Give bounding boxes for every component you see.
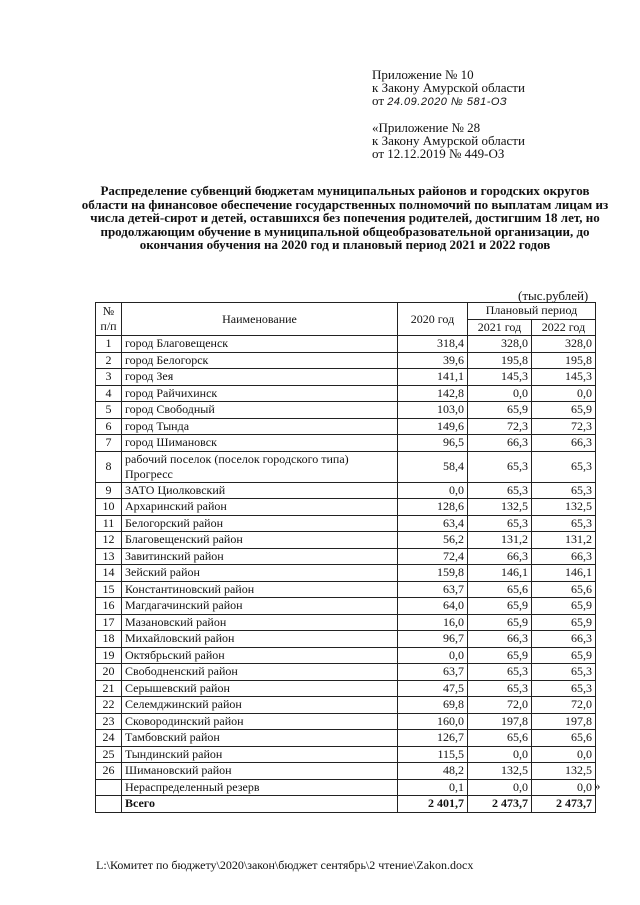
table-row [96, 548, 596, 565]
continuation-mark: » [594, 778, 601, 793]
row-2020: 96,7 [398, 631, 468, 648]
row-2022: 132,5 [532, 499, 596, 516]
row-name: Михайловский район [122, 631, 398, 648]
row-2021: 0,0 [468, 385, 532, 402]
appendix-28-law: к Закону Амурской области [372, 133, 525, 148]
row-number: 2 [96, 352, 122, 369]
row-number: 1 [96, 336, 122, 353]
row-name: город Тында [122, 418, 398, 435]
table-row [96, 631, 596, 648]
row-name: Завитинский район [122, 548, 398, 565]
row-2020: 72,4 [398, 548, 468, 565]
row-name: Нераспределенный резерв [122, 779, 398, 796]
row-2022: 66,3 [532, 548, 596, 565]
row-2021: 145,3 [468, 369, 532, 386]
row-name: Свободненский район [122, 664, 398, 681]
row-2022: 66,3 [532, 435, 596, 452]
row-number: 4 [96, 385, 122, 402]
table-row [96, 763, 596, 780]
row-number: 5 [96, 402, 122, 419]
row-name: Мазановский район [122, 614, 398, 631]
table-row [96, 565, 596, 582]
table-body [96, 336, 596, 796]
table-row [96, 418, 596, 435]
row-2020: 96,5 [398, 435, 468, 452]
handwritten-date: 24.09.2020 № 581-ОЗ [387, 96, 508, 108]
row-2020: 103,0 [398, 402, 468, 419]
row-2021: 65,3 [468, 664, 532, 681]
row-number: 16 [96, 598, 122, 615]
units-label: (тыс.рублей) [518, 288, 589, 303]
header-2022: 2022 год [532, 319, 596, 336]
row-2021: 65,9 [468, 647, 532, 664]
table-row [96, 664, 596, 681]
row-2021: 65,3 [468, 515, 532, 532]
row-number: 9 [96, 482, 122, 499]
row-number: 21 [96, 680, 122, 697]
row-name: город Райчихинск [122, 385, 398, 402]
row-2020: 63,4 [398, 515, 468, 532]
table-row [96, 598, 596, 615]
row-2021: 132,5 [468, 763, 532, 780]
row-2022: 132,5 [532, 763, 596, 780]
row-2021: 65,3 [468, 482, 532, 499]
row-number: 19 [96, 647, 122, 664]
row-2020: 160,0 [398, 713, 468, 730]
table-row [96, 713, 596, 730]
document-title: Распределение субвенций бюджетам муниципальных районов и городских округов области на финансовое обеспечение государственных полномочий по выплатам лицам из числа детей-сирот и детей, оставшихся без попечения родителей, достигшим 18 лет, но продолжающим обучение в муниципальной общеобразовательной организации, до окончания обучения на 2020 год и плановый период 2021 и 2022 годов [81, 183, 609, 253]
row-name: город Благовещенск [122, 336, 398, 353]
appendix-10-law: к Закону Амурской области [372, 80, 525, 95]
total-2021: 2 473,7 [468, 796, 532, 813]
row-2020: 149,6 [398, 418, 468, 435]
row-2020: 141,1 [398, 369, 468, 386]
row-number: 7 [96, 435, 122, 452]
row-2020: 63,7 [398, 581, 468, 598]
appendix-28-date: от 12.12.2019 № 449-ОЗ [372, 146, 505, 161]
row-number: 12 [96, 532, 122, 549]
row-2021: 66,3 [468, 631, 532, 648]
appendix-28-number: «Приложение № 28 [372, 120, 481, 135]
header-name: Наименование [122, 303, 398, 336]
total-2020: 2 401,7 [398, 796, 468, 813]
table-row [96, 515, 596, 532]
row-2021: 146,1 [468, 565, 532, 582]
row-number: 14 [96, 565, 122, 582]
row-2021: 328,0 [468, 336, 532, 353]
row-2020: 63,7 [398, 664, 468, 681]
row-2022: 197,8 [532, 713, 596, 730]
row-2022: 65,3 [532, 680, 596, 697]
table-row [96, 369, 596, 386]
row-2021: 65,9 [468, 598, 532, 615]
row-number: 23 [96, 713, 122, 730]
row-2022: 65,6 [532, 581, 596, 598]
table-row [96, 581, 596, 598]
row-number: 10 [96, 499, 122, 516]
row-2022: 65,9 [532, 402, 596, 419]
appendix-10-date: от 24.09.2020 № 581-ОЗ [372, 93, 508, 108]
table-row [96, 385, 596, 402]
appendix-10-block [372, 68, 525, 109]
row-number: 3 [96, 369, 122, 386]
row-2020: 318,4 [398, 336, 468, 353]
header-2020: 2020 год [398, 303, 468, 336]
row-2021: 72,0 [468, 697, 532, 714]
row-2022: 0,0 [532, 746, 596, 763]
row-2020: 39,6 [398, 352, 468, 369]
row-number: 25 [96, 746, 122, 763]
row-number: 26 [96, 763, 122, 780]
row-2021: 65,6 [468, 730, 532, 747]
appendix-10-number: Приложение № 10 [372, 67, 474, 82]
row-name: Архаринский район [122, 499, 398, 516]
row-2020: 56,2 [398, 532, 468, 549]
row-2022: 66,3 [532, 631, 596, 648]
table-row [96, 482, 596, 499]
table-row [96, 435, 596, 452]
row-name: Селемджинский район [122, 697, 398, 714]
row-2021: 131,2 [468, 532, 532, 549]
row-2022: 0,0 [532, 779, 596, 796]
row-name: рабочий поселок (поселок городского типа) Прогресс [122, 451, 398, 482]
subsidy-table [95, 302, 596, 813]
row-2021: 195,8 [468, 352, 532, 369]
row-2022: 65,9 [532, 598, 596, 615]
row-name: Тындинский район [122, 746, 398, 763]
row-number: 18 [96, 631, 122, 648]
row-2020: 0,0 [398, 482, 468, 499]
row-name: Серышевский район [122, 680, 398, 697]
table-row [96, 746, 596, 763]
header-number: № п/п [96, 303, 122, 336]
row-name: город Зея [122, 369, 398, 386]
row-number: 8 [96, 451, 122, 482]
row-2021: 0,0 [468, 746, 532, 763]
row-2020: 159,8 [398, 565, 468, 582]
row-number: 20 [96, 664, 122, 681]
row-2020: 48,2 [398, 763, 468, 780]
row-2021: 65,9 [468, 614, 532, 631]
header-2021: 2021 год [468, 319, 532, 336]
row-2021: 66,3 [468, 548, 532, 565]
row-number: 6 [96, 418, 122, 435]
row-2022: 65,3 [532, 515, 596, 532]
row-number: 17 [96, 614, 122, 631]
row-2020: 64,0 [398, 598, 468, 615]
row-name: Константиновский район [122, 581, 398, 598]
row-2020: 0,1 [398, 779, 468, 796]
row-2022: 65,3 [532, 482, 596, 499]
row-name: город Белогорск [122, 352, 398, 369]
row-name: Октябрьский район [122, 647, 398, 664]
row-name: Шимановский район [122, 763, 398, 780]
row-name: ЗАТО Циолковский [122, 482, 398, 499]
row-2020: 58,4 [398, 451, 468, 482]
row-2022: 72,3 [532, 418, 596, 435]
row-2021: 66,3 [468, 435, 532, 452]
table-row [96, 451, 596, 482]
row-2022: 0,0 [532, 385, 596, 402]
table-row [96, 614, 596, 631]
row-number: 22 [96, 697, 122, 714]
row-name: Сковородинский район [122, 713, 398, 730]
row-number: 15 [96, 581, 122, 598]
file-path-footer: L:\Комитет по бюджету\2020\закон\бюджет сентябрь\2 чтение\Zakon.docx [96, 858, 474, 872]
table-row [96, 779, 596, 796]
row-2020: 126,7 [398, 730, 468, 747]
row-2020: 115,5 [398, 746, 468, 763]
row-2022: 72,0 [532, 697, 596, 714]
table-row [96, 336, 596, 353]
row-2021: 65,3 [468, 451, 532, 482]
row-number: 13 [96, 548, 122, 565]
table-row [96, 532, 596, 549]
header-plan-period: Плановый период [468, 303, 596, 320]
row-2020: 47,5 [398, 680, 468, 697]
row-2022: 328,0 [532, 336, 596, 353]
table-row [96, 499, 596, 516]
row-2022: 65,6 [532, 730, 596, 747]
row-name: город Шимановск [122, 435, 398, 452]
row-name: Тамбовский район [122, 730, 398, 747]
row-2021: 65,9 [468, 402, 532, 419]
row-name: Белогорский район [122, 515, 398, 532]
appendix-28-block [372, 121, 525, 160]
row-2020: 128,6 [398, 499, 468, 516]
row-2021: 0,0 [468, 779, 532, 796]
row-2022: 145,3 [532, 369, 596, 386]
table-row [96, 352, 596, 369]
row-name: Благовещенский район [122, 532, 398, 549]
table-row [96, 647, 596, 664]
row-number [96, 779, 122, 796]
row-number: 24 [96, 730, 122, 747]
total-2022: 2 473,7 [532, 796, 596, 813]
row-2020: 69,8 [398, 697, 468, 714]
row-2020: 16,0 [398, 614, 468, 631]
row-2022: 146,1 [532, 565, 596, 582]
row-2022: 65,3 [532, 664, 596, 681]
row-2020: 0,0 [398, 647, 468, 664]
table-row [96, 402, 596, 419]
row-2021: 65,3 [468, 680, 532, 697]
row-name: Зейский район [122, 565, 398, 582]
table-row [96, 730, 596, 747]
table-row [96, 680, 596, 697]
row-2020: 142,8 [398, 385, 468, 402]
row-2021: 72,3 [468, 418, 532, 435]
row-name: город Свободный [122, 402, 398, 419]
total-row [96, 796, 596, 813]
row-2022: 65,9 [532, 647, 596, 664]
row-2021: 132,5 [468, 499, 532, 516]
row-2021: 65,6 [468, 581, 532, 598]
total-label: Всего [122, 796, 398, 813]
row-2021: 197,8 [468, 713, 532, 730]
row-2022: 195,8 [532, 352, 596, 369]
row-2022: 131,2 [532, 532, 596, 549]
row-2022: 65,3 [532, 451, 596, 482]
row-number: 11 [96, 515, 122, 532]
row-2022: 65,9 [532, 614, 596, 631]
table-row [96, 697, 596, 714]
row-name: Магдагачинский район [122, 598, 398, 615]
